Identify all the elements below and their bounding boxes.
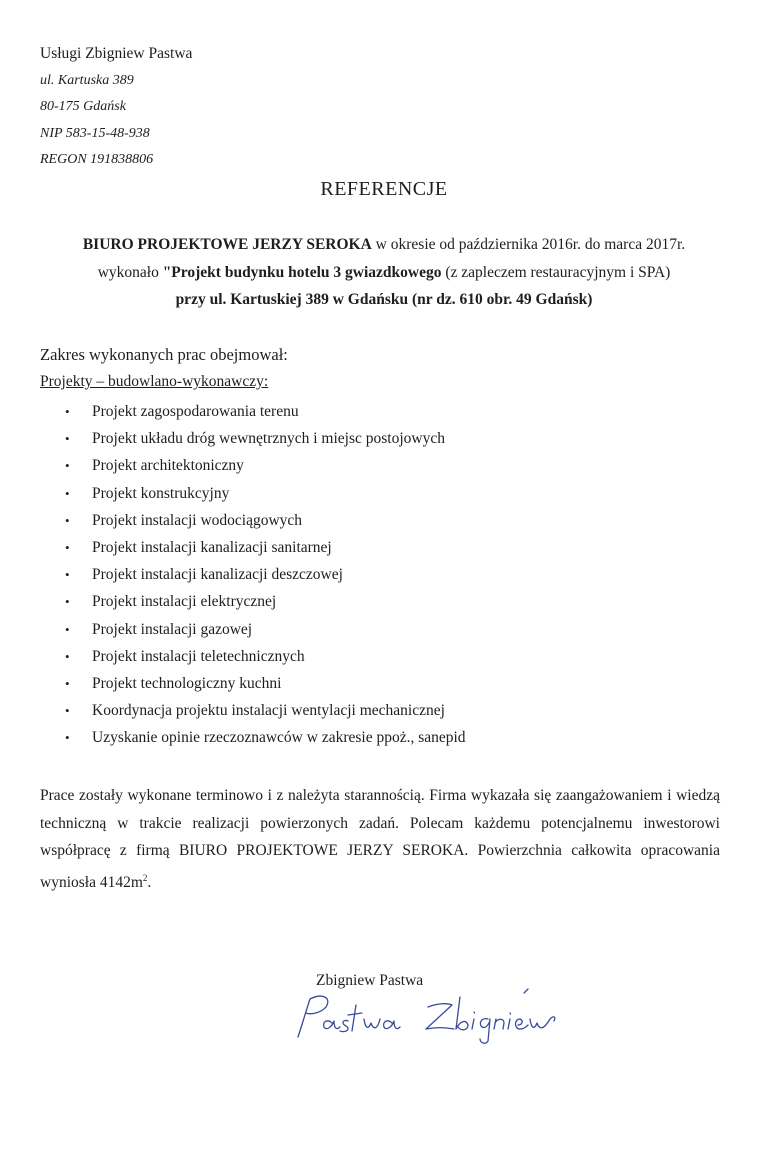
- list-item-label: Projekt konstrukcyjny: [92, 484, 230, 502]
- list-item: [60, 670, 466, 697]
- list-item: [60, 398, 466, 425]
- bullet-icon: •: [65, 404, 70, 419]
- closing-period: .: [147, 873, 152, 891]
- bullet-icon: •: [65, 567, 70, 583]
- list-item-label: Projekt technologiczny kuchni: [92, 674, 282, 692]
- list-item-label: Projekt instalacji teletechnicznych: [92, 647, 305, 665]
- bullet-icon: •: [65, 675, 70, 691]
- list-item: [60, 697, 466, 724]
- list-item-label: Koordynacja projektu instalacji wentylacji mechanicznej: [92, 702, 445, 720]
- bullet-icon: •: [65, 431, 70, 447]
- list-item: [60, 507, 466, 534]
- scope-subheading: Projekty – budowlano-wykonawczy:: [40, 373, 269, 390]
- bullet-icon: •: [65, 648, 70, 664]
- bullet-icon: •: [65, 621, 70, 637]
- bullet-icon: •: [65, 458, 70, 474]
- bullet-icon: •: [65, 703, 70, 719]
- project-name: "Projekt budynku hotelu 3 gwiazdkowego: [162, 263, 442, 281]
- works-list: [60, 398, 466, 751]
- sender-nip: NIP 583-15-48-938: [40, 125, 150, 141]
- list-item-label: Projekt instalacji kanalizacji deszczowej: [92, 566, 343, 584]
- intro-paragraph: [0, 231, 768, 314]
- bullet-icon: •: [65, 485, 70, 501]
- intro-period: w okresie od października 2016r. do marca 2017r.: [371, 236, 686, 253]
- company-name: BIURO PROJEKTOWE JERZY SEROKA: [82, 236, 372, 253]
- intro-line-2: [0, 259, 768, 287]
- signature-strokes: [298, 989, 555, 1043]
- sender-block: [40, 41, 192, 174]
- bullet-icon: •: [65, 512, 70, 528]
- area-unit-superscript: 2: [142, 872, 148, 883]
- list-item-label: Projekt instalacji kanalizacji sanitarnej: [92, 538, 332, 556]
- list-item-label: Projekt zagospodarowania terenu: [92, 403, 299, 420]
- closing-text: Prace zostały wykonane terminowo i z należyta starannością. Firma wykazała się zaangażowaniem i wiedzą techniczną w trakcie realizacji powierzonych zadań. Polecam każdemu potencjalnemu inwestorowi współpracę z firmą BIURO PROJEKTOWE JERZY SEROKA. Powierzchnia całkowita opracowania wyniosła 4142m: [40, 787, 720, 891]
- project-scope: (z zapleczem restauracyjnym i SPA): [441, 263, 671, 281]
- list-item-label: Projekt instalacji gazowej: [92, 620, 253, 638]
- list-item-label: Uzyskanie opinie rzeczoznawców w zakresie ppoż., sanepid: [92, 729, 466, 747]
- list-item-label: Projekt układu dróg wewnętrznych i miejsc postojowych: [92, 430, 445, 448]
- sender-regon: REGON 191838806: [40, 152, 154, 167]
- intro-prefix: wykonało: [97, 263, 163, 281]
- bullet-icon: •: [65, 594, 70, 610]
- list-item: [60, 425, 466, 452]
- closing-paragraph: [40, 782, 720, 896]
- list-item: [60, 480, 466, 507]
- project-location: przy ul. Kartuskiej 389 w Gdańsku (nr dz. 610 obr. 49 Gdańsk): [175, 291, 593, 308]
- list-item-label: Projekt architektoniczny: [92, 457, 244, 475]
- intro-line-1: [0, 231, 768, 259]
- intro-line-3: [0, 286, 768, 314]
- list-item: [60, 616, 466, 643]
- list-item: [60, 534, 466, 561]
- list-item-label: Projekt instalacji wodociągowych: [92, 511, 303, 529]
- list-item: [60, 452, 466, 479]
- sender-city: 80-175 Gdańsk: [40, 99, 126, 114]
- list-item: [60, 561, 466, 588]
- list-item: [60, 724, 466, 751]
- list-item-label: Projekt instalacji elektrycznej: [92, 593, 277, 611]
- document-title: REFERENCJE: [320, 178, 448, 200]
- handwritten-signature: [288, 985, 578, 1045]
- list-item: [60, 588, 466, 615]
- scope-heading: Zakres wykonanych prac obejmował:: [40, 345, 288, 364]
- sender-name: Usługi Zbigniew Pastwa: [40, 45, 193, 62]
- signatory-name: Zbigniew Pastwa: [316, 972, 424, 989]
- bullet-icon: •: [65, 730, 70, 746]
- list-item: [60, 643, 466, 670]
- sender-street: ul. Kartuska 389: [40, 72, 134, 88]
- bullet-icon: •: [65, 539, 70, 555]
